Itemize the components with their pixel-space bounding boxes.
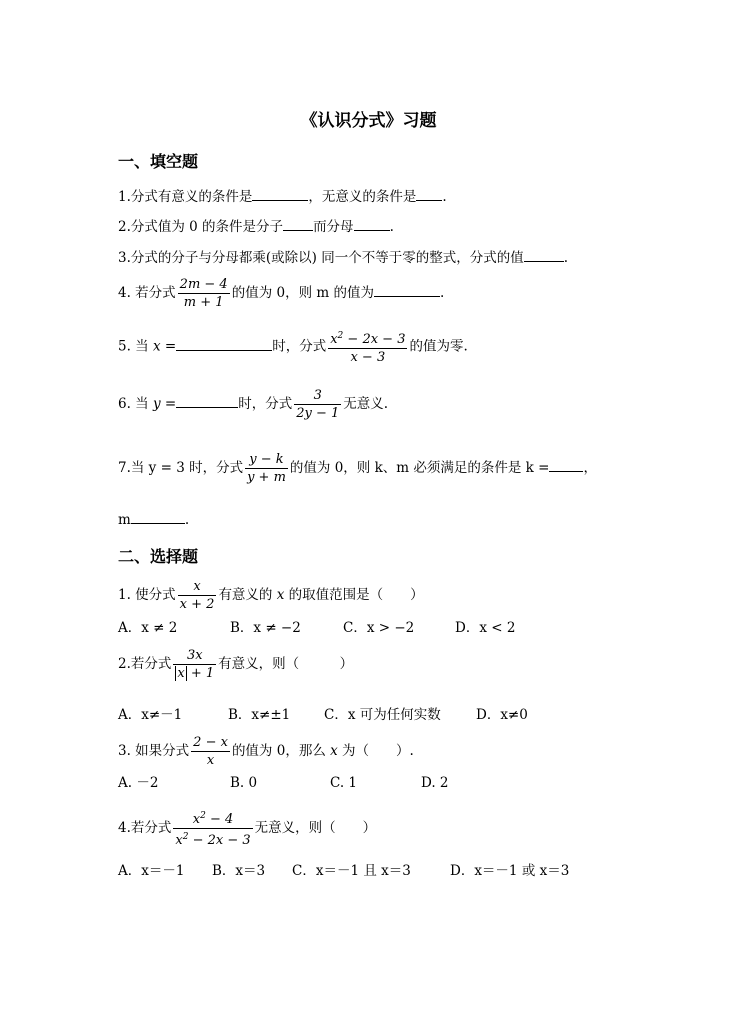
question-1-1: 1.分式有意义的条件是 ，无意义的条件是 . <box>118 189 447 205</box>
answer-blank[interactable] <box>524 248 564 262</box>
option-a[interactable]: A．x＝－1 <box>118 863 185 879</box>
question-2-2: 2.若分式 $\frac{3x}{x + 1}$ 有意义，则（ ） <box>118 648 354 681</box>
option-d[interactable]: D．x < 2 <box>455 620 516 636</box>
answer-blank[interactable] <box>354 217 390 231</box>
option-a[interactable]: A．x≠－1 <box>118 707 183 723</box>
fraction: $\frac{2m - 4}{m + 1}$ <box>179 277 228 310</box>
question-1-7-m: m . <box>118 512 190 528</box>
option-c[interactable]: C．x 可为任何实数 <box>324 707 441 723</box>
fraction: $\frac{x^2 - 4}{x^2 - 2x - 3}$ <box>175 811 251 848</box>
answer-blank[interactable] <box>176 337 272 351</box>
answer-blank[interactable] <box>176 394 238 408</box>
answer-blank[interactable] <box>131 510 185 524</box>
question-2-1: 1. 使分式 $\frac{x}{x + 2}$ 有意义的 x 的取值范围是（ ） <box>118 579 424 612</box>
option-b[interactable]: B. 0 <box>230 775 258 791</box>
options-row <box>0 774 737 792</box>
fraction: $\frac{y - k}{y + m}$ <box>247 452 286 485</box>
option-b[interactable]: B．x ≠ −2 <box>230 620 301 636</box>
answer-blank[interactable] <box>549 458 583 472</box>
page-title: 《认识分式》习题 <box>300 111 437 131</box>
option-c[interactable]: C．x > −2 <box>343 620 415 636</box>
fraction: $\frac{2 - x}{x}$ <box>193 735 228 768</box>
answer-blank[interactable] <box>283 217 313 231</box>
question-1-3: 3.分式的分子与分母都乘(或除以) 同一个不等于零的整式，分式的值 . <box>118 250 569 266</box>
answer-blank[interactable] <box>416 187 442 201</box>
option-b[interactable]: B．x＝3 <box>212 863 266 879</box>
option-a[interactable]: A. －2 <box>118 775 159 791</box>
option-a[interactable]: A．x ≠ 2 <box>118 620 178 636</box>
fraction: $\frac{3}{2y - 1}$ <box>296 388 340 421</box>
fraction: $\frac{3x}{x + 1}$ <box>173 647 216 682</box>
option-d[interactable]: D. 2 <box>421 775 449 791</box>
fraction: $\frac{x^2 - 2x - 3}{x - 3}$ <box>330 331 406 365</box>
option-d[interactable]: D．x≠0 <box>476 707 528 723</box>
options-row <box>0 862 737 880</box>
section-heading-multiple-choice: 二、选择题 <box>118 547 199 566</box>
option-b[interactable]: B．x≠±1 <box>228 707 291 723</box>
question-1-5: 5. 当 x = 时，分式 $\frac{x^2 - 2x - 3}{x - 3}$ 的值为零. <box>118 328 468 366</box>
answer-blank[interactable] <box>252 187 308 201</box>
question-1-2: 2.分式值为 0 的条件是分子 而分母 . <box>118 219 394 235</box>
options-row <box>0 619 737 637</box>
option-c[interactable]: C. 1 <box>330 775 358 791</box>
options-row <box>0 706 737 724</box>
fraction: $\frac{x}{x + 2}$ <box>179 579 215 612</box>
section-heading-fill-blank: 一、填空题 <box>118 152 199 171</box>
option-d[interactable]: D．x＝－1 或 x＝3 <box>450 863 570 879</box>
question-1-7: 7.当 y = 3 时，分式 $\frac{y - k}{y + m}$ 的值为 0，则 k、m 必须满足的条件是 k = ， <box>118 452 597 485</box>
question-2-3: 3. 如果分式 $\frac{2 - x}{x}$ 的值为 0，那么 x 为（ ）. <box>118 735 414 768</box>
answer-blank[interactable] <box>374 283 440 297</box>
question-2-4: 4.若分式 $\frac{x^2 - 4}{x^2 - 2x - 3}$ 无意义，则（ ） <box>118 808 376 849</box>
question-1-4: 4. 若分式 $\frac{2m - 4}{m + 1}$ 的值为 0，则 m 的值为 . <box>118 277 445 310</box>
question-1-6: 6. 当 y = 时，分式 $\frac{3}{2y - 1}$ 无意义. <box>118 388 389 421</box>
option-c[interactable]: C．x＝－1 且 x＝3 <box>292 863 411 879</box>
